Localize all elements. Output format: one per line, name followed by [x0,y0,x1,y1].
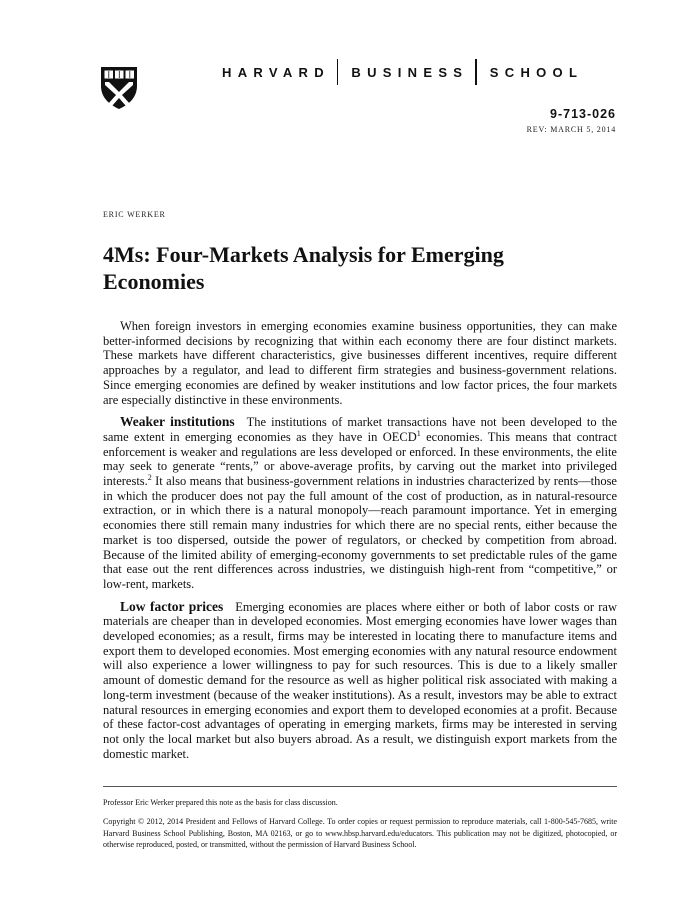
harvard-shield-icon [100,66,138,110]
document-number: 9-713-026 [550,107,616,121]
section-heading-weaker-institutions: Weaker institutions [120,414,235,430]
paragraph-text: Emerging economies are places where either or both of labor costs or raw materials are cheaper than in developed economies. Most emerging economies have lower wages than developed economies; as a result, firms may be interested in locating there to manufacture items and export them to developed economies. Most emerging economies with any natural resource endowment will also experience a lower willingness to pay for such resources. This is due to a likely smaller amount of domestic demand for the resource as well as higher political risk associated with making a long-term investment (because of the weaker institutions). As a result, investors may be able to extract natural resources in emerging economies and export them to developed economies at a profit. Because of these factor-cost advantages of operating in emerging markets, firms may be interested in serving not only the local market but also buyers abroad. As a result, we distinguish export markets from the domestic market. [103,599,617,761]
section-heading-low-factor-prices: Low factor prices [120,598,224,614]
paragraph-text: economies. This means that contract enforcement is weaker and regulations are less developed or enforced. In these environments, the elite may seek to generate “rents,” or above-average profits, by carving out the market into privileged interests. [103,429,617,489]
school-masthead [222,58,622,86]
revision-date: REV: MARCH 5, 2014 [526,125,616,134]
article-body [103,319,617,769]
author-name: ERIC WERKER [103,210,166,219]
masthead-divider [337,59,339,85]
low-factor-prices-paragraph [103,600,617,762]
masthead-word-school: SCHOOL [489,64,584,80]
footer-divider [103,786,617,787]
intro-paragraph: When foreign investors in emerging economies examine business opportunities, they can make better-informed decisions by recognizing that within each economy there are four distinct markets. These markets have different characteristics, give businesses different incentives, require different approaches by a regulator, and lead to different firm strategies and business-government relations. Since emerging economies are defined by weaker institutions and low factor prices, the four markets are especially distinctive in these environments. [103,319,617,407]
footnote-ref-2[interactable]: 2 [147,472,152,482]
paragraph-text: It also means that business-government relations in industries characterized by rents—those in which the producer does not pay the full amount of the cost of production, as in natural-resource extraction, or in which there is a natural monopoly—reach paramount importance. Yet in emerging economies there still remain many industries for which there are no special rents, either because the market is too dispersed, outside the power of regulators, or checked by competition from abroad. Because of the limited ability of emerging-economy governments to set predictable rules of the game that ease out the rent differences across industries, we distinguish high-rent from “competitive,” or low-rent, markets. [103,474,617,591]
masthead-word-business: BUSINESS [351,64,469,80]
weaker-institutions-paragraph [103,415,617,591]
footnote-ref-1[interactable]: 1 [416,428,421,438]
page-title: 4Ms: Four-Markets Analysis for Emerging Economies [103,242,504,294]
copyright-notice: Copyright © 2012, 2014 President and Fellows of Harvard College. To order copies or request permission to reproduce materials, call 1-800-545-7685, write Harvard Business School Publishing, Boston, MA 02163, or go to www.hbsp.harvard.edu/educators. This publication may not be digitized, photocopied, or otherwise reproduced, posted, or transmitted, without the permission of Harvard Business School. [103,817,617,849]
masthead-divider [475,59,477,85]
paragraph-text: The institutions of market transactions have not been developed to the same extent in emerging economies as they have in OECD [103,415,617,444]
masthead-word-harvard: HARVARD [222,64,330,80]
preparation-note: Professor Eric Werker prepared this note as the basis for class discussion. [103,798,338,807]
